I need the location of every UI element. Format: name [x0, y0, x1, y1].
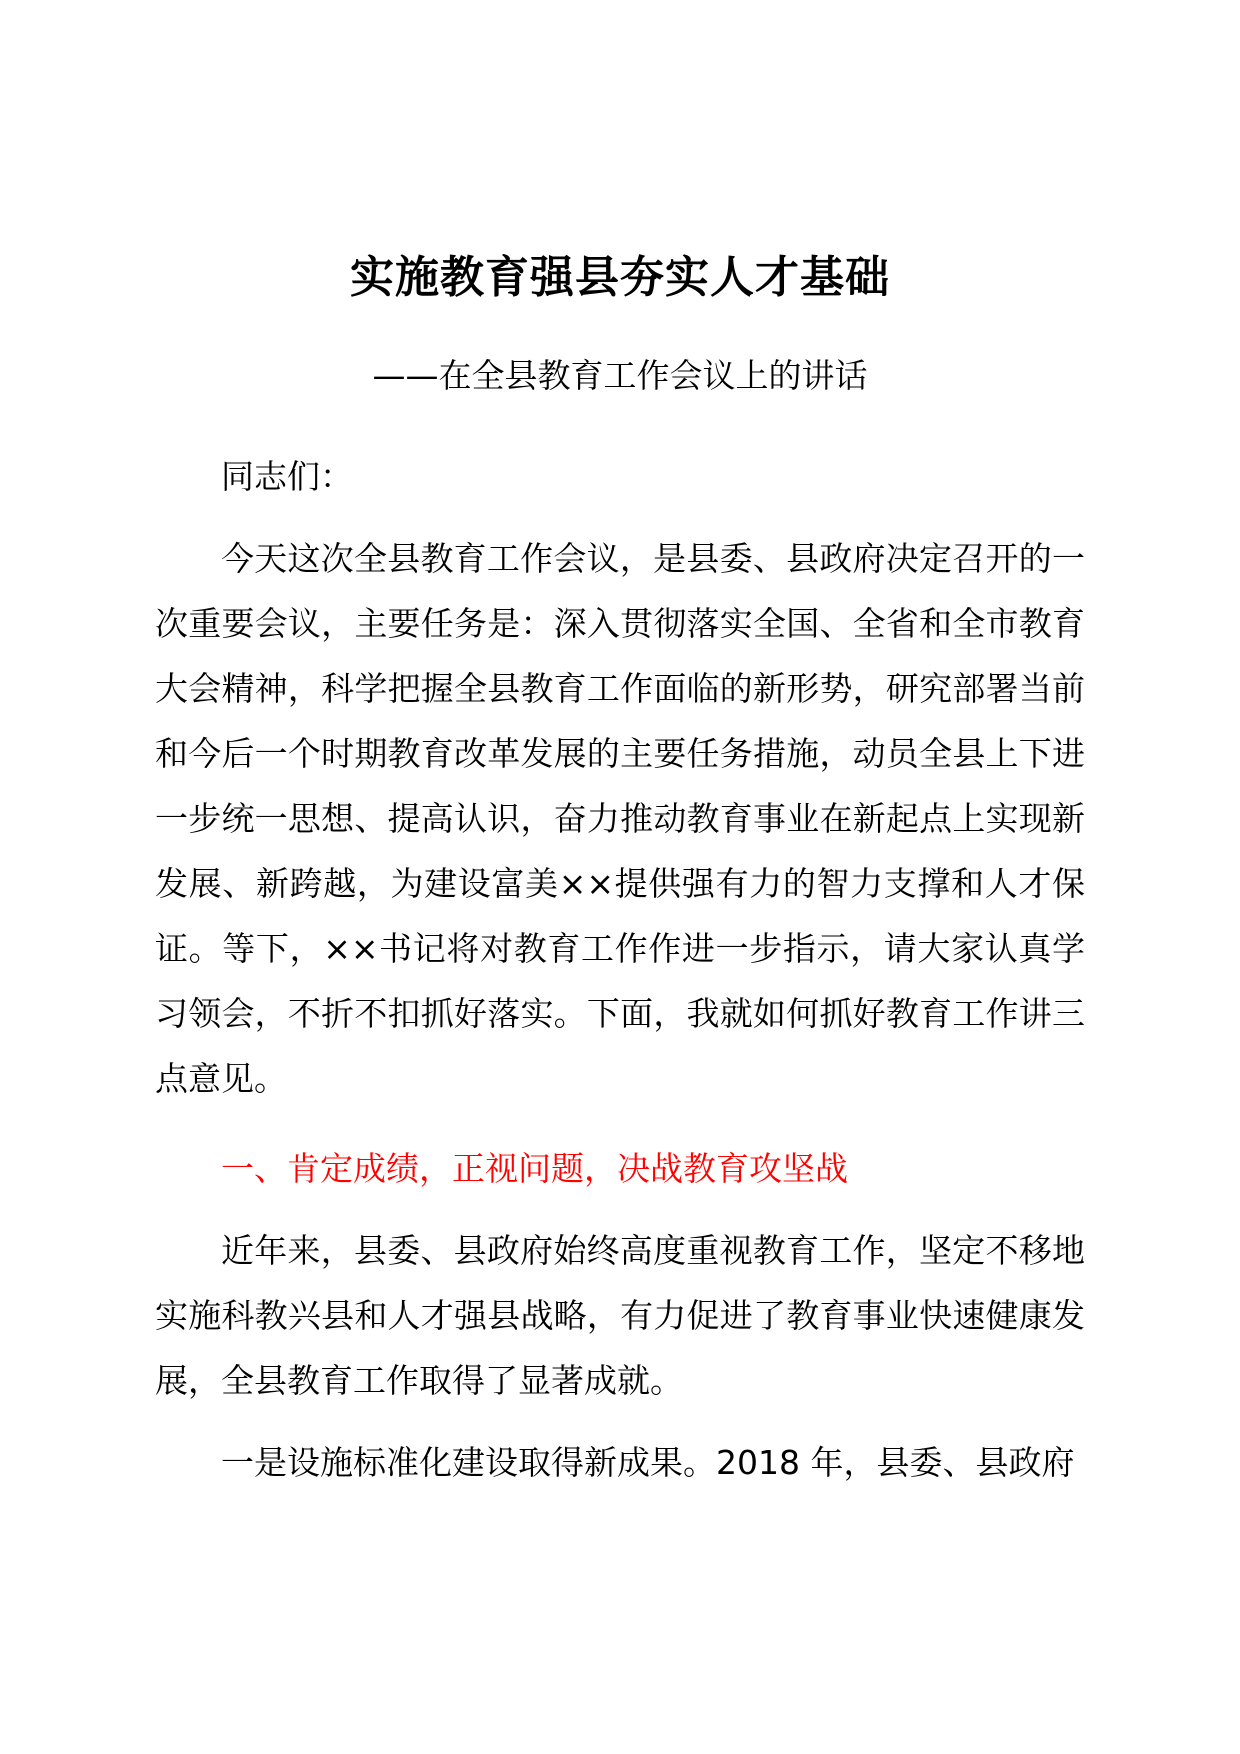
document-title: 实施教育强县夯实人才基础	[350, 252, 890, 303]
section-heading-1: 一、肯定成绩，正视问题，决战教育攻坚战	[221, 1149, 848, 1188]
paragraph-facilities: 一是设施标准化建设取得新成果。2018 年，县委、县政府	[221, 1443, 1075, 1482]
paragraph-achievements: 近年来，县委、县政府始终高度重视教育工作，坚定不移地实施科教兴县和人才强县战略，有力促进了教育事业快速健康发展，全县教育工作取得了显著成就。	[155, 1231, 1085, 1400]
greeting-line: 同志们：	[221, 457, 353, 496]
document-subtitle: ——在全县教育工作会议上的讲话	[372, 356, 868, 395]
paragraph-intro: 今天这次全县教育工作会议，是县委、县政府决定召开的一次重要会议，主要任务是：深入贯彻落实全国、全省和全市教育大会精神，科学把握全县教育工作面临的新形势，研究部署当前和今后一个时期教育改革发展的主要任务措施，动员全县上下进一步统一思想、提高认识，奋力推动教育事业在新起点上实现新发展、新跨越，为建设富美××提供强有力的智力支撑和人才保证。等下，××书记将对教育工作作进一步指示，请大家认真学习领会，不折不扣抓好落实。下面，我就如何抓好教育工作讲三点意见。	[155, 539, 1085, 1098]
